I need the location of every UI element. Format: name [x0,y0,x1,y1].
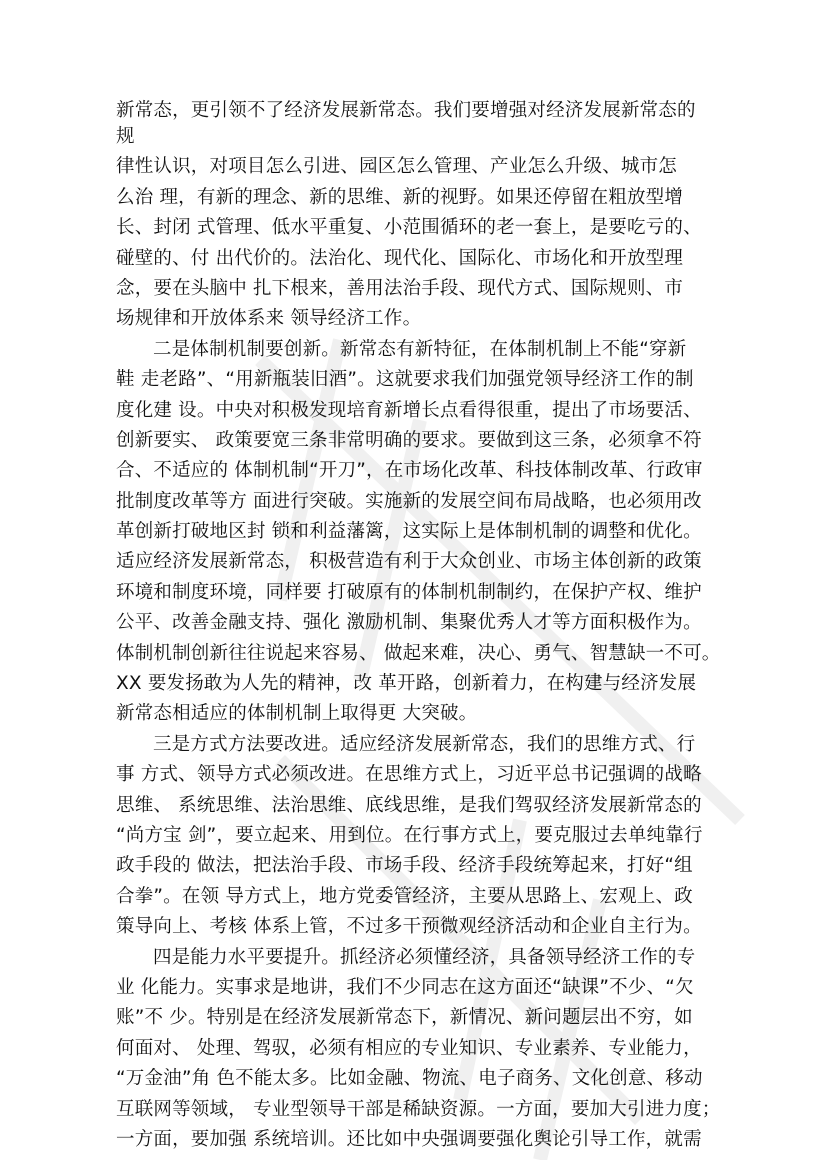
text-line: 公平、改善金融支持、强化 激励机制、集聚优秀人才等方面积极作为。 [116,612,702,634]
text-line: 环境和制度环境，同样要 打破原有的体制机制制约，在保护产权、维护 [116,581,702,603]
text-line: 长、封闭 式管理、低水平重复、小范围循环的老一套上，是要吃亏的、 [116,217,702,239]
text-line: 三是方式方法要改进。适应经济发展新常态，我们的思维方式、行 [153,733,696,755]
text-line: 念，要在头脑中 扎下根来，善用法治手段、现代方式、国际规则、市 [116,277,684,299]
document-body [116,96,736,1155]
text-line: 鞋 走老路”、“用新瓶装旧酒”。这就要求我们加强党领导经济工作的制 [116,369,694,391]
text-line: 场规律和开放体系来 领导经济工作。 [116,308,422,330]
paragraph-1 [116,96,736,335]
paragraph-3 [116,730,736,943]
text-line: 么治 理，有新的理念、新的思维、新的视野。如果还停留在粗放型增 [116,186,684,208]
text-line: 碰壁的、付 出代价的。法治化、现代化、国际化、市场化和开放型理 [116,247,684,269]
text-line: 一方面，要加强 系统培训。还比如中央强调要强化舆论引导工作，就需 [116,1128,702,1150]
text-line: 革创新打破地区封 锁和利益藩篱，这实际上是体制机制的调整和优化。 [116,521,702,543]
text-line: “尚方宝 剑”，要立起来、用到位。在行事方式上，要克服过去单纯靠行 [116,824,703,846]
text-line: 律性认识，对项目怎么引进、园区怎么管理、产业怎么升级、城市怎 [116,156,678,178]
text-line: 规 [116,126,135,148]
text-line: 思维、 系统思维、法治思维、底线思维，是我们驾驭经济发展新常态的 [116,794,702,816]
text-line: 何面对、 处理、驾驭，必须有相应的专业知识、专业素养、专业能力， [116,1037,702,1059]
text-line: 创新要实、 政策要宽三条非常明确的要求。要做到这三条，必须拿不符 [116,429,702,451]
paragraph-2 [116,335,736,730]
text-line: “万金油”角 色不能太多。比如金融、物流、电子商务、文化创意、移动 [116,1068,703,1090]
text-line: 合拳”。在领 导方式上，地方党委管经济，主要从思路上、宏观上、政 [116,885,693,907]
text-line: 批制度改革等方 面进行突破。实施新的发展空间布局战略，也必须用改 [116,490,702,512]
text-line: 体制机制创新往往说起来容易、 做起来难，决心、勇气、智慧缺一不可。 [116,642,721,664]
text-line: 四是能力水平要提升。抓经济必须懂经济，具备领导经济工作的专 [153,946,696,968]
text-line: 账”不 少。特别是在经济发展新常态下，新情况、新问题层出不穷，如 [116,1007,693,1029]
text-line: 新常态，更引领不了经济发展新常态。我们要增强对经济发展新常态的 [116,100,696,121]
text-line: 互联网等领域， 专业型领导干部是稀缺资源。一方面，要加大引进力度； [116,1098,721,1120]
text-line: 合、不适应的 体制机制“开刀”，在市场化改革、科技体制改革、行政审 [116,460,703,482]
paragraph-4 [116,943,736,1156]
text-line: 度化建 设。中央对积极发现培育新增长点看得很重，提出了市场要活、 [116,399,702,421]
text-line: 政手段的 做法，把法治手段、市场手段、经济手段统筹起来，打好“组 [116,855,693,877]
text-line: 适应经济发展新常态， 积极营造有利于大众创业、市场主体创新的政策 [116,551,702,573]
text-line: 业 化能力。实事求是地讲，我们不少同志在这方面还“缺课”不少、“欠 [116,976,694,998]
text-line: 策导向上、考核 体系上管，不过多干预微观经济活动和企业自主行为。 [116,916,702,938]
text-line: 新常态相适应的体制机制上取得更 大突破。 [116,703,478,725]
text-line: XX 要发扬敢为人先的精神，改 革开路，创新着力，在构建与经济发展 [116,673,697,695]
text-line: 事 方式、领导方式必须改进。在思维方式上，习近平总书记强调的战略 [116,764,702,786]
text-line: 二是体制机制要创新。新常态有新特征，在体制机制上不能“穿新 [153,338,687,360]
